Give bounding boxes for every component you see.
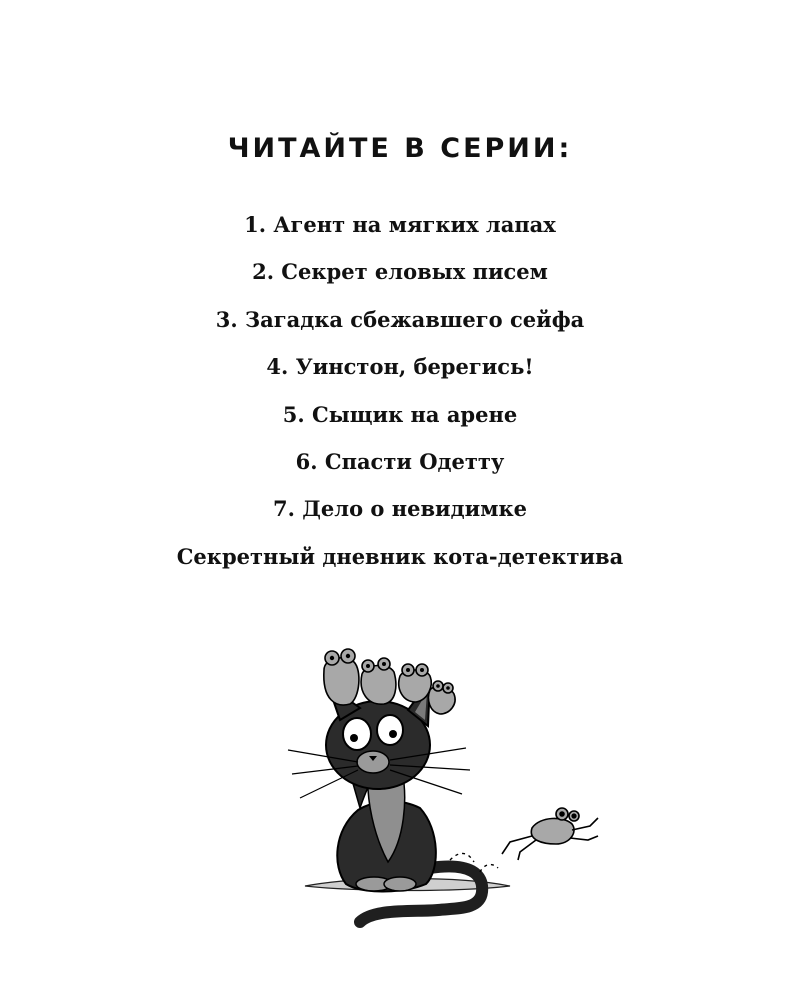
book-item-2: 2. Секрет еловых писем (252, 259, 548, 285)
book-item-diary: Секретный дневник кота-детектива (176, 543, 624, 569)
book-list (0, 205, 800, 584)
book-item-5: 5. Сыщик на арене (282, 401, 518, 427)
book-item-6: 6. Спасти Одетту (295, 448, 505, 474)
cat-with-frogs-illustration (270, 640, 610, 930)
book-item-7: 7. Дело о невидимке (273, 496, 527, 522)
series-heading: ЧИТАЙТЕ В СЕРИИ: (227, 133, 573, 164)
book-item-3: 3. Загадка сбежавшего сейфа (215, 306, 585, 332)
book-item-4: 4. Уинстон, берегись! (266, 354, 534, 380)
book-item-1: 1. Агент на мягких лапах (244, 212, 556, 237)
